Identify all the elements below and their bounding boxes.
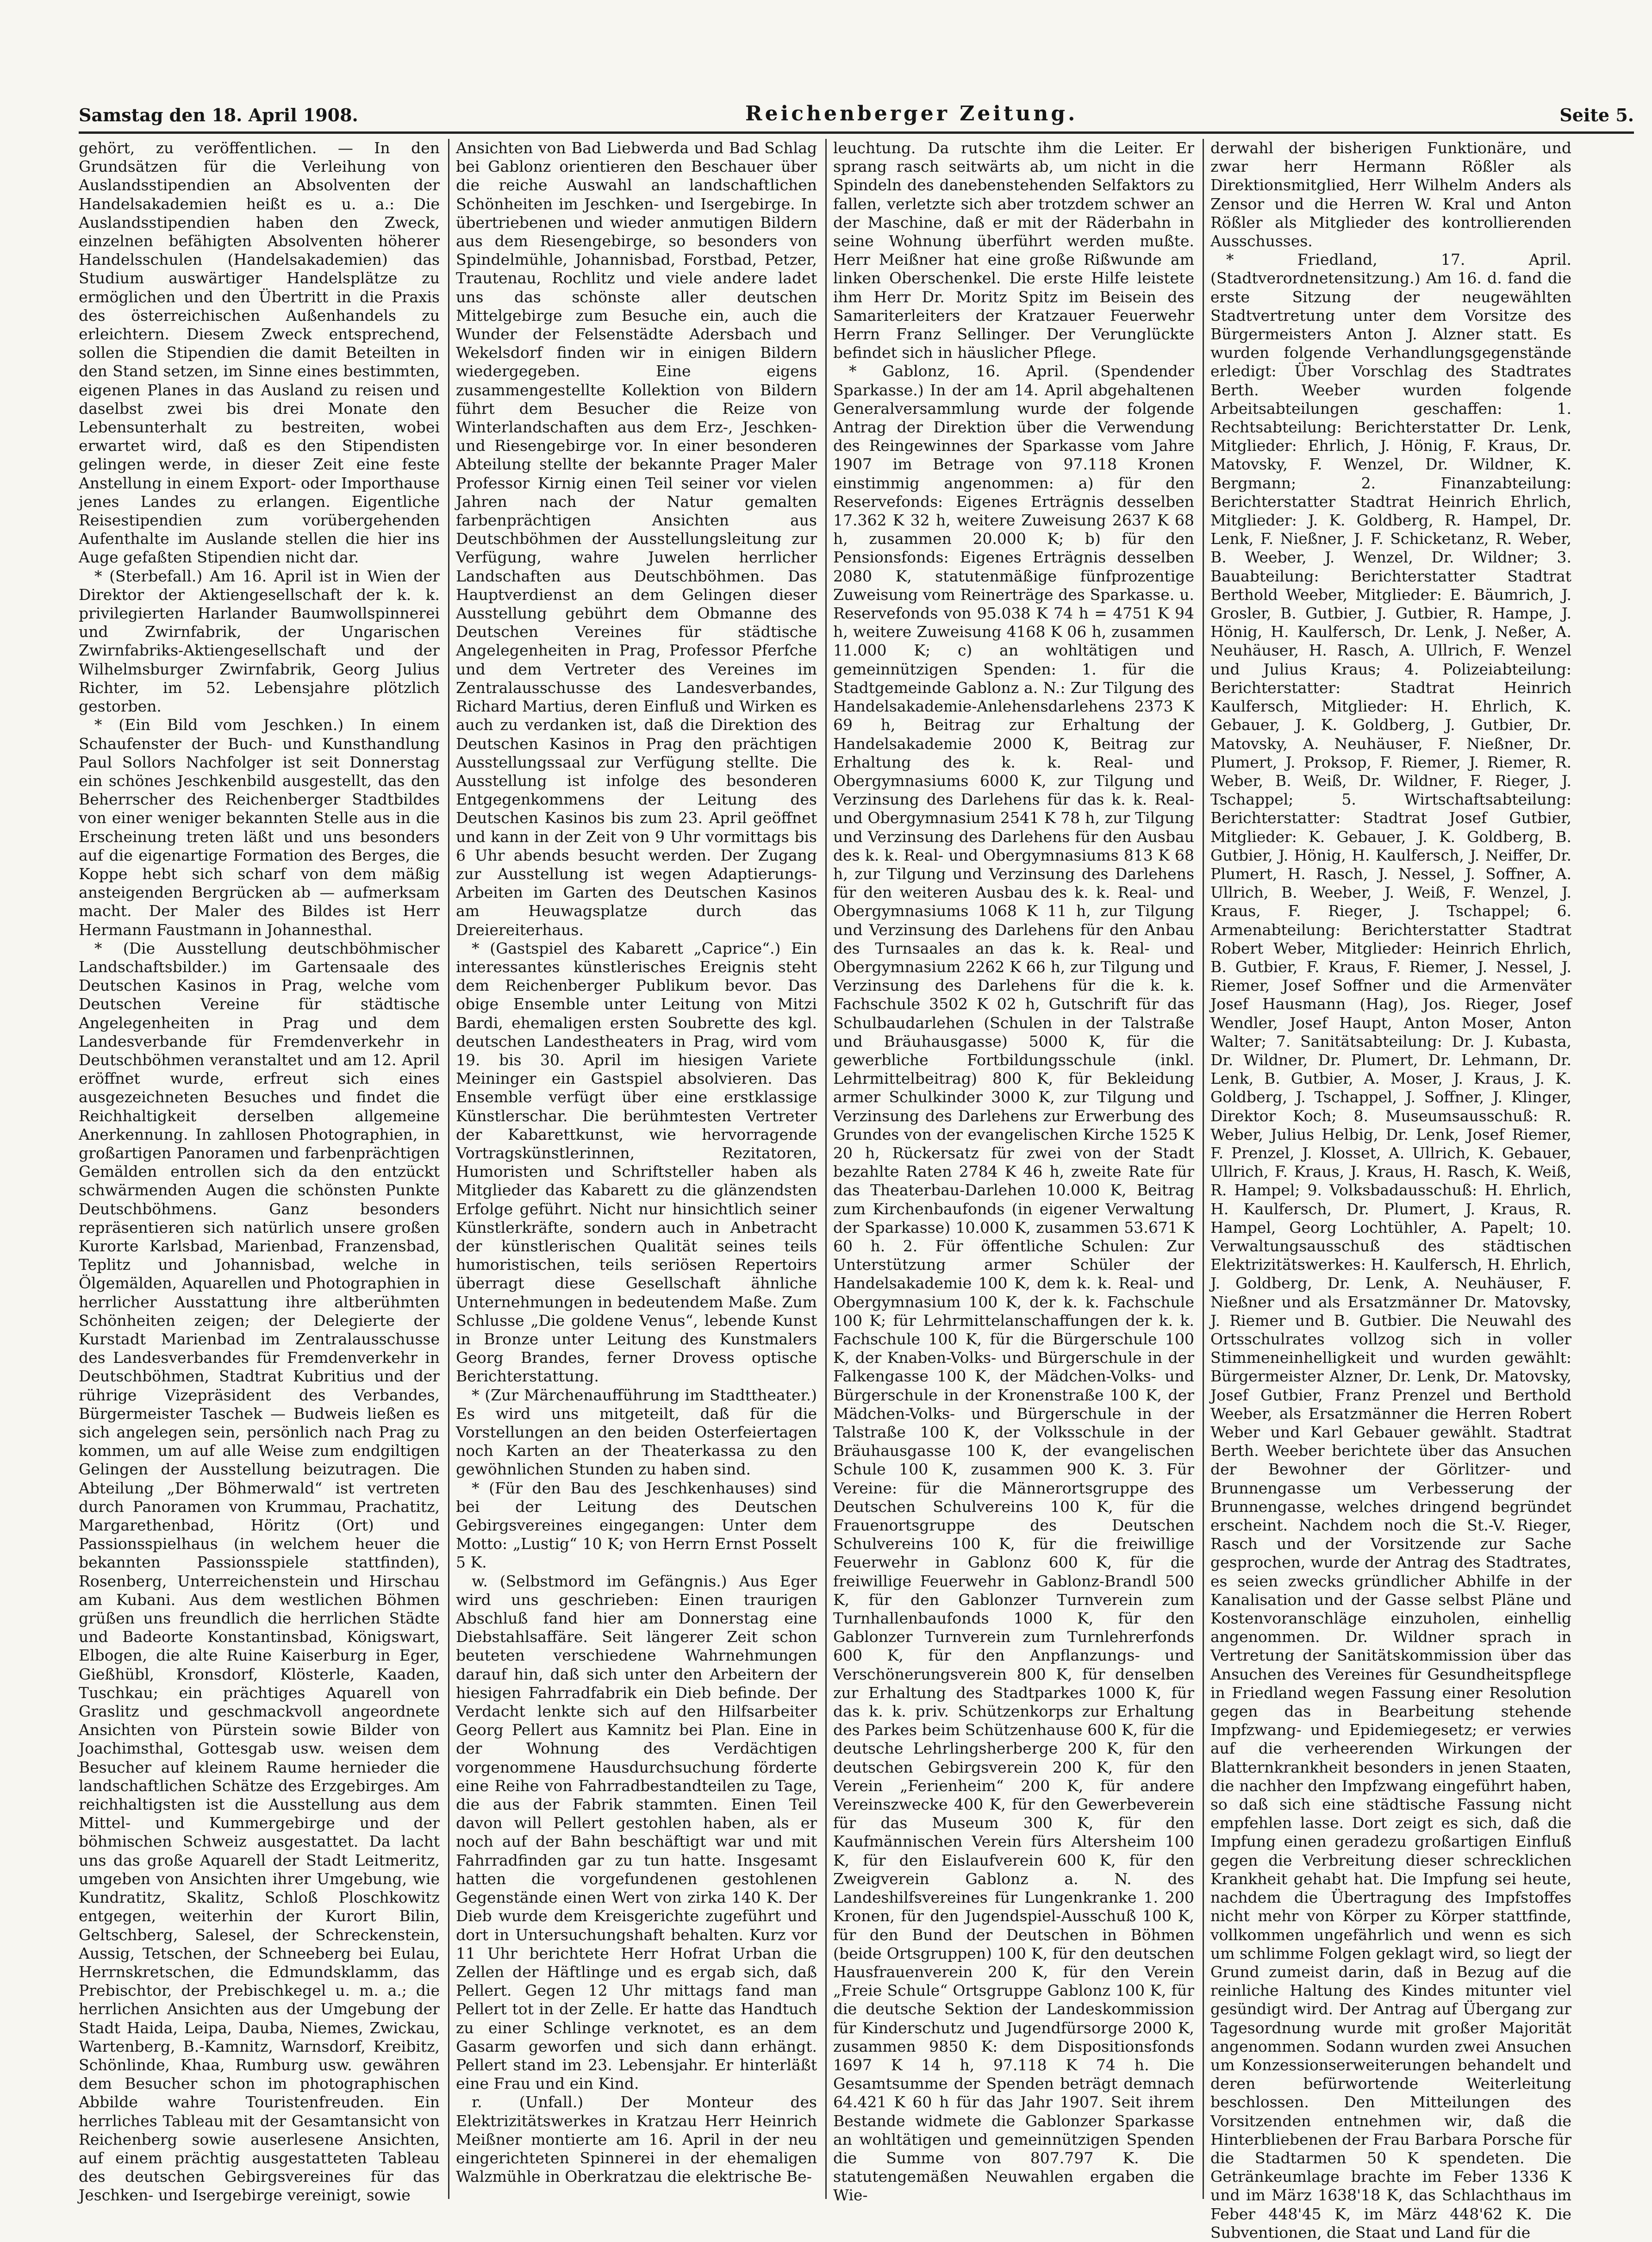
paragraph: * (Die Ausstellung deutschböhmischer Landschaftsbilder.) im Gartensaale des Deutschen Kasinos in Prag, welche vom Deutschen Vereine für städtische Angelegenheiten in Prag und dem Landesverbande für Fremdenverkehr in Deutschböhmen veranstaltet und am 12. April eröffnet wurde, erfreut sich eines ausgezeichneten Besuches und findet die Reichhaltigkeit derselben allgemeine Anerkennung. In zahllosen Photographien, in großartigen Panoramen und farbenprächtigen Gemälden entrollen sich da den entzückt schwärmenden Augen die schönsten Punkte Deutschböhmens. Ganz besonders repräsentieren sich natürlich unsere großen Kurorte Karlsbad, Marienbad, Franzensbad, Teplitz und Johannisbad, welche in Ölgemälden, Aquarellen und Photographien in herrlicher Ausstattung ihre altberühmten Schönheiten zeigen; der Delegierte der Kurstadt Marienbad im Zentralausschusse des Landesverbandes für Fremdenverkehr in Deutschböhmen, Stadtrat Kubritius und der rührige Vizepräsident des Verbandes, Bürgermeister Taschek — Budweis ließen es sich angelegen sein, persönlich nach Prag zu kommen, um auf alle Weise zum endgiltigen Gelingen der Ausstellung beizutragen. Die Abteilung „Der Böhmerwald“ ist vertreten durch Panoramen von Krummau, Prachatitz, Margarethenbad, Höritz (Ort) und Passionsspielhaus (in welchem heuer die bekannten Passionsspiele stattfinden), Rosenberg, Unterreichenstein und Hirschau am Kubani. Aus dem westlichen Böhmen grüßen uns freundlich die herrlichen Städte und Badeorte Konstantinsbad, Königswart, Elbogen, die alte Ruine Kaiserburg in Eger, Gießhübl, Kronsdorf, Klösterle, Kaaden, Tuschkau; ein prächtiges Aquarell von Graslitz und geschmackvoll angeordnete Ansichten von Pürstein sowie Bilder von Joachimsthal, Gottesgab usw. weisen dem Besucher auf kleinem Raume hernieder die landschaftlichen Schätze des Erzgebirges. Am reichhaltigsten ist die Ausstellung aus dem Mittel- und Kummergebirge und der böhmischen Schweiz ausgestattet. Da lacht uns das große Aquarell der Stadt Leitmeritz, umgeben von Ansichten ihrer Umgebung, wie Kundratitz, Skalitz, Schloß Ploschkowitz entgegen, weiterhin der Kurort Bilin, Geltschberg, Salesel, der Schreckenstein, Aussig, Tetschen, der Schneeberg bei Eulau, Herrnskretschen, die Edmundsklamm, das Prebischtor, der Prebischkegel u. m. a.; die herrlichen Ansichten aus der Umgebung der Stadt Haida, Leipa, Dauba, Niemes, Zwickau, Wartenberg, B.-Kamnitz, Warnsdorf, Kreibitz, Schönlinde, Khaa, Rumburg usw. gewähren dem Besucher schon im photographischen Abbilde wahre Touristenfreuden. Ein herrliches Tableau mit der Gesamtansicht von Reichenberg sowie auserlesene Ansichten, auf einem prächtig ausgestatteten Tableau des deutschen Gebirgsvereines für das Jeschken- und Isergebirge vereinigt, sowie: [79, 939, 440, 2205]
paragraph: * (Gastspiel des Kabarett „Caprice“.) Ein interessantes künstlerisches Ereignis steht dem Reichenberger Publikum bevor. Das obige Ensemble unter Leitung von Mitzi Bardi, ehemaligen ersten Soubrette des kgl. deutschen Landestheaters in Prag, wird vom 19. bis 30. April im hiesigen Variete Meininger ein Gastspiel absolvieren. Das Ensemble verfügt über eine erstklassige Künstlerschar. Die berühmtesten Vertreter der Kabarettkunst, wie hervorragende Vortragskünstlerinnen, Rezitatoren, Humoristen und Schriftsteller haben als Mitglieder das Kabarett zu die glänzendsten Erfolge geführt. Nicht nur hinsichtlich seiner Künstlerkräfte, sondern auch in Anbetracht der künstlerischen Qualität seines teils humoristischen, teils seriösen Repertoirs überragt diese Gesellschaft ähnliche Unternehmungen in bedeutendem Maße. Zum Schlusse „Die goldene Venus“, lebende Kunst in Bronze unter Leitung des Kunstmalers Georg Brandes, ferner Drovess optische Berichterstattung.: [456, 939, 817, 1386]
paragraph: * (Ein Bild vom Jeschken.) In einem Schaufenster der Buch- und Kunsthandlung Paul Sollors Nachfolger ist seit Donnerstag ein schönes Jeschkenbild ausgestellt, das den Beherrscher des Reichenberger Stadtbildes von einer weniger bekannten Stelle aus in die Erscheinung treten läßt und uns besonders auf die eigenartige Formation des Berges, die Koppe hebt sich scharf von dem mäßig ansteigenden Bergrücken ab — aufmerksam macht. Der Maler des Bildes ist Herr Hermann Faustmann in Johannesthal.: [79, 716, 440, 939]
column-3: [833, 139, 1194, 2205]
column-divider: [825, 139, 827, 2199]
page-number: Seite 5.: [1559, 105, 1634, 125]
paragraph: derwahl der bisherigen Funktionäre, und zwar herr Hermann Rößler als Direktionsmitglied, Herr Wilhelm Anders als Zensor und die Herren W. Kral und Anton Rößler als Mitglieder des kontrollierenden Ausschusses.: [1210, 139, 1571, 250]
paragraph: * (Sterbefall.) Am 16. April ist in Wien der Direktor der Aktiengesellschaft der k. k. privilegierten Harlander Baumwollspinnerei und Zwirnfabrik, der Ungarischen Zwirnfabriks-Aktiengesellschaft und der Wilhelmsburger Zwirnfabrik, Georg Julius Richter, im 52. Lebensjahre plötzlich gestorben.: [79, 567, 440, 716]
issue-date: Samstag den 18. April 1908.: [79, 105, 358, 125]
column-divider: [1203, 139, 1204, 2199]
column-4: [1210, 139, 1571, 2242]
paragraph: w. (Selbstmord im Gefängnis.) Aus Eger wird uns geschrieben: Einen traurigen Abschluß fand hier am Donnerstag eine Diebstahlsaffäre. Seit längerer Zeit schon beuteten verschiedene Wahrnehmungen darauf hin, daß sich unter den Arbeitern der hiesigen Fahrradfabrik ein Dieb befinde. Der Verdacht lenkte sich auf den Hilfsarbeiter Georg Pellert aus Kamnitz bei Plan. Eine in der Wohnung des Verdächtigen vorgenommene Hausdurchsuchung förderte eine Reihe von Fahrradbestandteilen zu Tage, die aus der Fabrik stammten. Einen Teil davon will Pellert gestohlen haben, als er noch auf der Bahn beschäftigt war und mit Fahrradfinden gar zu tun hatte. Insgesamt hatten die vorgefundenen gestohlenen Gegenstände einen Wert von zirka 140 K. Der Dieb wurde dem Kreisgerichte zugeführt und dort in Untersuchungshaft behalten. Kurz vor 11 Uhr berichtete Herr Hofrat Urban die Zellen der Häftlinge und es ergab sich, daß Pellert. Gegen 12 Uhr mittags fand man Pellert tot in der Zelle. Er hatte das Handtuch zu einer Schlinge verknotet, es an dem Gasarm geworfen und sich dann erhängt. Pellert stand im 23. Lebensjahr. Er hinterläßt eine Frau und ein Kind.: [456, 1572, 817, 2093]
column-1: [79, 139, 440, 2205]
paragraph: leuchtung. Da rutschte ihm die Leiter. Er sprang rasch seitwärts ab, um nicht in die Spindeln des danebenstehenden Selfaktors zu fallen, verletzte sich aber trotzdem schwer an der Maschine, daß er mit der Räderbahn in seine Wohnung überführt werden mußte. Herr Meißner hat eine große Rißwunde am linken Oberschenkel. Die erste Hilfe leistete ihm Herr Dr. Moritz Spitz im Beisein des Samariterleiters der Kratzauer Feuerwehr Herrn Franz Sellinger. Der Verunglückte befindet sich in häuslicher Pflege.: [833, 139, 1194, 362]
paragraph: * Gablonz, 16. April. (Spendender Sparkasse.) In der am 14. April abgehaltenen Generalversammlung wurde der folgende Antrag der Direktion über die Verwendung des Reingewinnes der Sparkasse vom Jahre 1907 im Betrage von 97.118 Kronen einstimmig angenommen: a) für den Reservefonds: Eigenes Erträgnis desselben 17.362 K 32 h, weitere Zuweisung 2637 K 68 h, zusammen 20.000 K; b) für den Pensionsfonds: Eigenes Erträgnis desselben 2080 K, statutenmäßige fünfprozentige Zuweisung vom Reinerträge des Sparkasse. u. Reservefonds von 95.038 K 74 h = 4751 K 94 h, weitere Zuweisung 4168 K 06 h, zusammen 11.000 K; c) an wohltätigen und gemeinnützigen Spenden: 1. für die Stadtgemeinde Gablonz a. N.: Zur Tilgung des Handelsakademie-Anlehensdarlehens 2373 K 69 h, Beitrag zur Erhaltung der Handelsakademie 2000 K, Beitrag zur Erhaltung des k. k. Real- und Obergymnasiums 6000 K, zur Tilgung und Verzinsung des Darlehens für das k. k. Real- und Obergymnasium 2541 K 78 h, zur Tilgung und Verzinsung des Darlehens für den Ausbau des k. k. Real- und Obergymnasiums 813 K 68 h, zur Tilgung und Verzinsung des Darlehens für den weiteren Ausbau des k. k. Real- und Obergymnasiums 1068 K 11 h, zur Tilgung und Verzinsung des Darlehens für den Anbau des Turnsaales an das k. k. Real- und Obergymnasium 2262 K 66 h, zur Tilgung und Verzinsung des Darlehens für die k. k. Fachschule 3502 K 02 h, Gutschrift für das Schulbaudarlehen (Schulen in der Talstraße und Bräuhausgasse) 5000 K, für die gewerbliche Fortbildungsschule (inkl. Lehrmittelbeitrag) 800 K, für Bekleidung armer Schulkinder 3000 K, zur Tilgung und Verzinsung des Darlehens zur Erwerbung des Grundes von der evangelischen Kirche 1525 K 20 h, Rückersatz für zwei von der Stadt bezahlte Raten 2784 K 46 h, zweite Rate für das Theaterbau-Darlehen 10.000 K, Beitrag zum Kirchenbaufonds (in eigener Verwaltung der Sparkasse) 10.000 K, zusammen 53.671 K 60 h. 2. Für öffentliche Schulen: Zur Unterstützung armer Schüler der Handelsakademie 100 K, dem k. k. Real- und Obergymnasium 100 K, der k. k. Fachschule 100 K; für Lehrmittelanschaffungen der k. k. Fachschule 100 K, für die Bürgerschule 100 K, der Knaben-Volks- und Bürgerschule in der Falkengasse 100 K, der Mädchen-Volks- und Bürgerschule in der Kronenstraße 100 K, der Mädchen-Volks- und Bürgerschule in der Talstraße 100 K, der Volksschule in der Bräuhausgasse 100 K, der evangelischen Schule 100 K, zusammen 900 K. 3. Für Vereine: für die Männerortsgruppe des Deutschen Schulvereins 100 K, für die Frauenortsgruppe des Deutschen Schulvereins 100 K, für die freiwillige Feuerwehr in Gablonz 600 K, für die freiwillige Feuerwehr in Gablonz-Brandl 500 K, für den Gablonzer Turnverein zum Turnhallenbaufonds 1000 K, für den Gablonzer Turnverein zum Turnlehrerfonds 600 K, für den Anpflanzungs- und Verschönerungsverein 800 K, für denselben zur Erhaltung des Stadtparkes 1000 K, für das k. k. priv. Schützenkorps zur Erhaltung des Parkes beim Schützenhause 600 K, für die deutsche Lehrlingsherberge 200 K, für den deutschen Gebirgsverein 200 K, für den Verein „Ferienheim“ 200 K, für andere Vereinszwecke 400 K, für den Gewerbeverein für das Museum 300 K, für den Kaufmännischen Verein fürs Altersheim 100 K, für den Eislaufverein 600 K, für den Zweigverein Gablonz a. N. des Landeshilfsvereines für Lungenkranke 1. 200 Kronen, für den Jugendspiel-Ausschuß 100 K, für den Bund der Deutschen in Böhmen (beide Ortsgruppen) 100 K, für den deutschen Hausfrauenverein 200 K, für den Verein „Freie Schule“ Ortsgruppe Gablonz 100 K, für die deutsche Sektion der Landeskommission für Kinderschutz und Jugendfürsorge 2000 K, zusammen 9850 K: dem Dispositionsfonds 1697 K 14 h, 97.118 K 74 h. Die Gesamtsumme der Spenden beträgt demnach 64.421 K 60 h für das Jahr 1907. Seit ihrem Bestande widmete die Gablonzer Sparkasse an wohltätigen und gemeinnützigen Spenden die Summe von 807.797 K. Die statutengemäßen Neuwahlen ergaben die Wie-: [833, 362, 1194, 2205]
paragraph: * (Zur Märchenaufführung im Stadttheater.) Es wird uns mitgeteilt, daß für die Vorstellungen an den beiden Osterfeiertagen noch Karten an der Theaterkassa zu den gewöhnlichen Stunden zu haben sind.: [456, 1386, 817, 1479]
column-divider: [448, 139, 449, 2199]
paragraph: * (Für den Bau des Jeschkenhauses) sind bei der Leitung des Deutschen Gebirgsvereines eingegangen: Unter dem Motto: „Lustig“ 10 K; von Herrn Ernst Posselt 5 K.: [456, 1479, 817, 1572]
newspaper-title: Reichenberger Zeitung.: [745, 102, 1078, 125]
paragraph: * Friedland, 17. April. (Stadtverordnetensitzung.) Am 16. d. fand die erste Sitzung der neugewählten Stadtvertretung unter dem Vorsitze des Bürgermeisters Anton J. Alzner statt. Es wurden folgende Verhandlungsgegenstände erledigt: Über Vorschlag des Stadtrates Berth. Weeber wurden folgende Arbeitsabteilungen geschaffen: 1. Rechtsabteilung: Berichterstatter Dr. Lenk, Mitglieder: Ehrlich, J. Hönig, F. Kraus, Dr. Matovsky, F. Wenzel, Dr. Wildner, K. Bergmann; 2. Finanzabteilung: Berichterstatter Stadtrat Heinrich Ehrlich, Mitglieder: J. K. Goldberg, R. Hampel, Dr. Lenk, F. Nießner, J. F. Schicketanz, R. Weber, B. Weeber, J. Wenzel, Dr. Wildner; 3. Bauabteilung: Berichterstatter Stadtrat Berthold Weeber, Mitglieder: E. Bäumrich, J. Grosler, B. Gutbier, J. Gutbier, R. Hampe, J. Hönig, H. Kaulfersch, Dr. Lenk, J. Neßer, A. Neuhäuser, H. Rasch, A. Ullrich, F. Wenzel und Julius Kraus; 4. Polizeiabteilung: Berichterstatter: Stadtrat Heinrich Kaulfersch, Mitglieder: H. Ehrlich, K. Gebauer, J. K. Goldberg, J. Gutbier, Dr. Matovsky, A. Neuhäuser, F. Nießner, Dr. Plumert, J. Proksop, F. Riemer, J. Riemer, R. Weber, B. Weiß, Dr. Wildner, F. Rieger, J. Tschappel; 5. Wirtschaftsabteilung: Berichterstatter: Stadtrat Josef Gutbier, Mitglieder: K. Gebauer, J. K. Goldberg, B. Gutbier, J. Hönig, H. Kaulfersch, J. Neiffer, Dr. Plumert, H. Rasch, J. Nessel, J. Soffner, A. Ullrich, B. Weeber, J. Weiß, F. Wenzel, J. Kraus, F. Rieger, J. Tschappel; 6. Armenabteilung: Berichterstatter Stadtrat Robert Weber, Mitglieder: Heinrich Ehrlich, B. Gutbier, F. Kraus, F. Riemer, J. Nessel, J. Riemer, Josef Soffner und die Armenväter Josef Hausmann (Hag), Jos. Rieger, Josef Wendler, Josef Haupt, Anton Moser, Anton Walter; 7. Sanitätsabteilung: Dr. J. Kubasta, Dr. Wildner, Dr. Plumert, Dr. Lehmann, Dr. Lenk, B. Gutbier, A. Moser, J. Kraus, J. K. Goldberg, J. Tschappel, J. Soffner, J. Klinger, Direktor Koch; 8. Museumsausschuß: R. Weber, Julius Helbig, Dr. Lenk, Josef Riemer, F. Prenzel, J. Klosset, A. Ullrich, K. Gebauer, Ullrich, F. Kraus, J. Kraus, H. Rasch, K. Weiß, R. Hampel; 9. Volksbadausschuß: H. Ehrlich, H. Kaulfersch, Dr. Plumert, J. Kraus, R. Hampel, Georg Lochtühler, A. Papelt; 10. Verwaltungsausschuß des städtischen Elektrizitätswerkes: H. Kaulfersch, H. Ehrlich, J. Goldberg, Dr. Lenk, A. Neuhäuser, F. Nießner und als Ersatzmänner Dr. Matovsky, J. Riemer und B. Gutbier. Die Neuwahl des Ortsschulrates vollzog sich in voller Stimmeneinhelligkeit und wurden gewählt: Bürgermeister Alzner, Dr. Lenk, Dr. Matovsky, Josef Gutbier, Franz Prenzel und Berthold Weeber, als Ersatzmänner die Herren Robert Weber und Karl Gebauer gewählt. Stadtrat Berth. Weeber berichtete über das Ansuchen der Bewohner der Görlitzer- und Brunnengasse um Verbesserung der Brunnengasse, welches dringend begründet erscheint. Nachdem noch die St.-V. Rieger, Rasch und der Vorsitzende zur Sache gesprochen, wurde der Antrag des Stadtrates, es seien zwecks gründlicher Abhilfe in der Kanalisation und der Gasse selbst Pläne und Kostenvoranschläge einzuholen, einhellig angenommen. Dr. Wildner sprach in Vertretung der Sanitätskommission über das Ansuchen des Vereines für Gesundheitspflege in Friedland wegen Fassung einer Resolution gegen das in Bearbeitung stehende Impfzwang- und Epidemiegesetz; er verwies auf die verheerenden Wirkungen der Blatternkrankheit besonders in jenen Staaten, die nachher den Impfzwang eingeführt haben, so daß sich eine städtische Fassung nicht empfehlen lasse. Dort zeigt es sich, daß die Impfung einen geradezu großartigen Einfluß gegen die Verbreitung dieser schrecklichen Krankheit gehabt hat. Die Impfung sei heute, nachdem die Übertragung des Impfstoffes nicht mehr von Körper zu Körper stattfinde, vollkommen ungefährlich und wenn es sich um schlimme Folgen geklagt wird, so liegt der Grund zumeist darin, daß in Bezug auf die reinliche Haltung des Kindes mitunter viel gesündigt wird. Der Antrag auf Übergang zur Tagesordnung wurde mit großer Majorität angenommen. Sodann wurden zwei Ansuchen um Konzessionserweiterungen behandelt und deren befürwortende Weiterleitung beschlossen. Den Mitteilungen des Vorsitzenden entnehmen wir, daß die Hinterbliebenen der Frau Barbara Porsche für die Stadtarmen 50 K spendeten. Die Getränkeumlage brachte im Feber 1336 K und im März 1638'18 K, das Schlachthaus im Feber 448'45 K, im März 448'62 K. Die Subventionen, die Staat und Land für die: [1210, 250, 1571, 2242]
column-2: [456, 139, 817, 2199]
page-header: [79, 101, 1634, 134]
paragraph: Ansichten von Bad Liebwerda und Bad Schlag bei Gablonz orientieren den Beschauer über die reiche Auswahl an landschaftlichen Schönheiten im Jeschken- und Isergebirge. In übertriebenen und wieder anmutigen Bildern aus dem Riesengebirge, so besonders von Spindelmühle, Johannisbad, Forstbad, Petzer, Trautenau, Rochlitz und viele andere ladet uns das schönste aller deutschen Mittelgebirge zum Besuche ein, auch die Wunder der Felsenstädte Adersbach und Wekelsdorf finden wir in einigen Bildern wiedergegeben. Eine eigens zusammengestellte Kollektion von Bildern führt dem Besucher die Reize von Winterlandschaften aus dem Erz-, Jeschken- und Riesengebirge vor. In einer besonderen Abteilung stellte der bekannte Prager Maler Professor Kirnig einen Teil seiner vor vielen Jahren nach der Natur gemalten farbenprächtigen Ansichten aus Deutschböhmen der Ausstellungsleitung zur Verfügung, wahre Juwelen herrlicher Landschaften aus Deutschböhmen. Das Hauptverdienst an dem Gelingen dieser Ausstellung gebührt dem Obmanne des Deutschen Vereines für städtische Angelegenheiten in Prag, Professor Pferfche und dem Vertreter des Vereines im Zentralausschusse des Landesverbandes, Richard Martius, deren Einfluß und Wirken es auch zu verdanken ist, daß die Direktion des Deutschen Kasinos in Prag den prächtigen Ausstellungssaal zur Verfügung stellte. Die Ausstellung ist infolge des besonderen Entgegenkommens der Leitung des Deutschen Kasinos bis zum 23. April geöffnet und kann in der Zeit von 9 Uhr vormittags bis 6 Uhr abends besucht werden. Der Zugang zur Ausstellung ist wegen Adaptierungs-Arbeiten im Garten des Deutschen Kasinos am Heuwagsplatze durch das Dreiereiterhaus.: [456, 139, 817, 939]
paragraph: r. (Unfall.) Der Monteur des Elektrizitätswerkes in Kratzau Herr Heinrich Meißner montierte am 16. April in der neu eingerichteten Spinnerei in der ehemaligen Walzmühle in Oberkratzau die elektrische Be-: [456, 2093, 817, 2186]
paragraph: gehört, zu veröffentlichen. — In den Grundsätzen für die Verleihung von Auslandsstipendien an Absolventen der Handelsakademien heißt es u. a.: Die Auslandsstipendien haben den Zweck, einzelnen befähigten Absolventen höherer Handelsschulen (Handelsakademien) das Studium auswärtiger Handelsplätze zu ermöglichen und den Übertritt in die Praxis des österreichischen Außenhandels zu erleichtern. Diesem Zweck entsprechend, sollen die Stipendien die damit Beteilten in den Stand setzen, im Sinne eines bestimmten, eigenen Planes in das Ausland zu reisen und daselbst zwei bis drei Monate den Lebensunterhalt zu bestreiten, wobei erwartet wird, daß es den Stipendisten gelingen werde, in dieser Zeit eine feste Anstellung in einem Export- oder Importhause jenes Landes zu erlangen. Eigentliche Reisestipendien zum vorübergehenden Aufenthalte im Auslande stellen die hier ins Auge gefaßten Stipendien nicht dar.: [79, 139, 440, 567]
